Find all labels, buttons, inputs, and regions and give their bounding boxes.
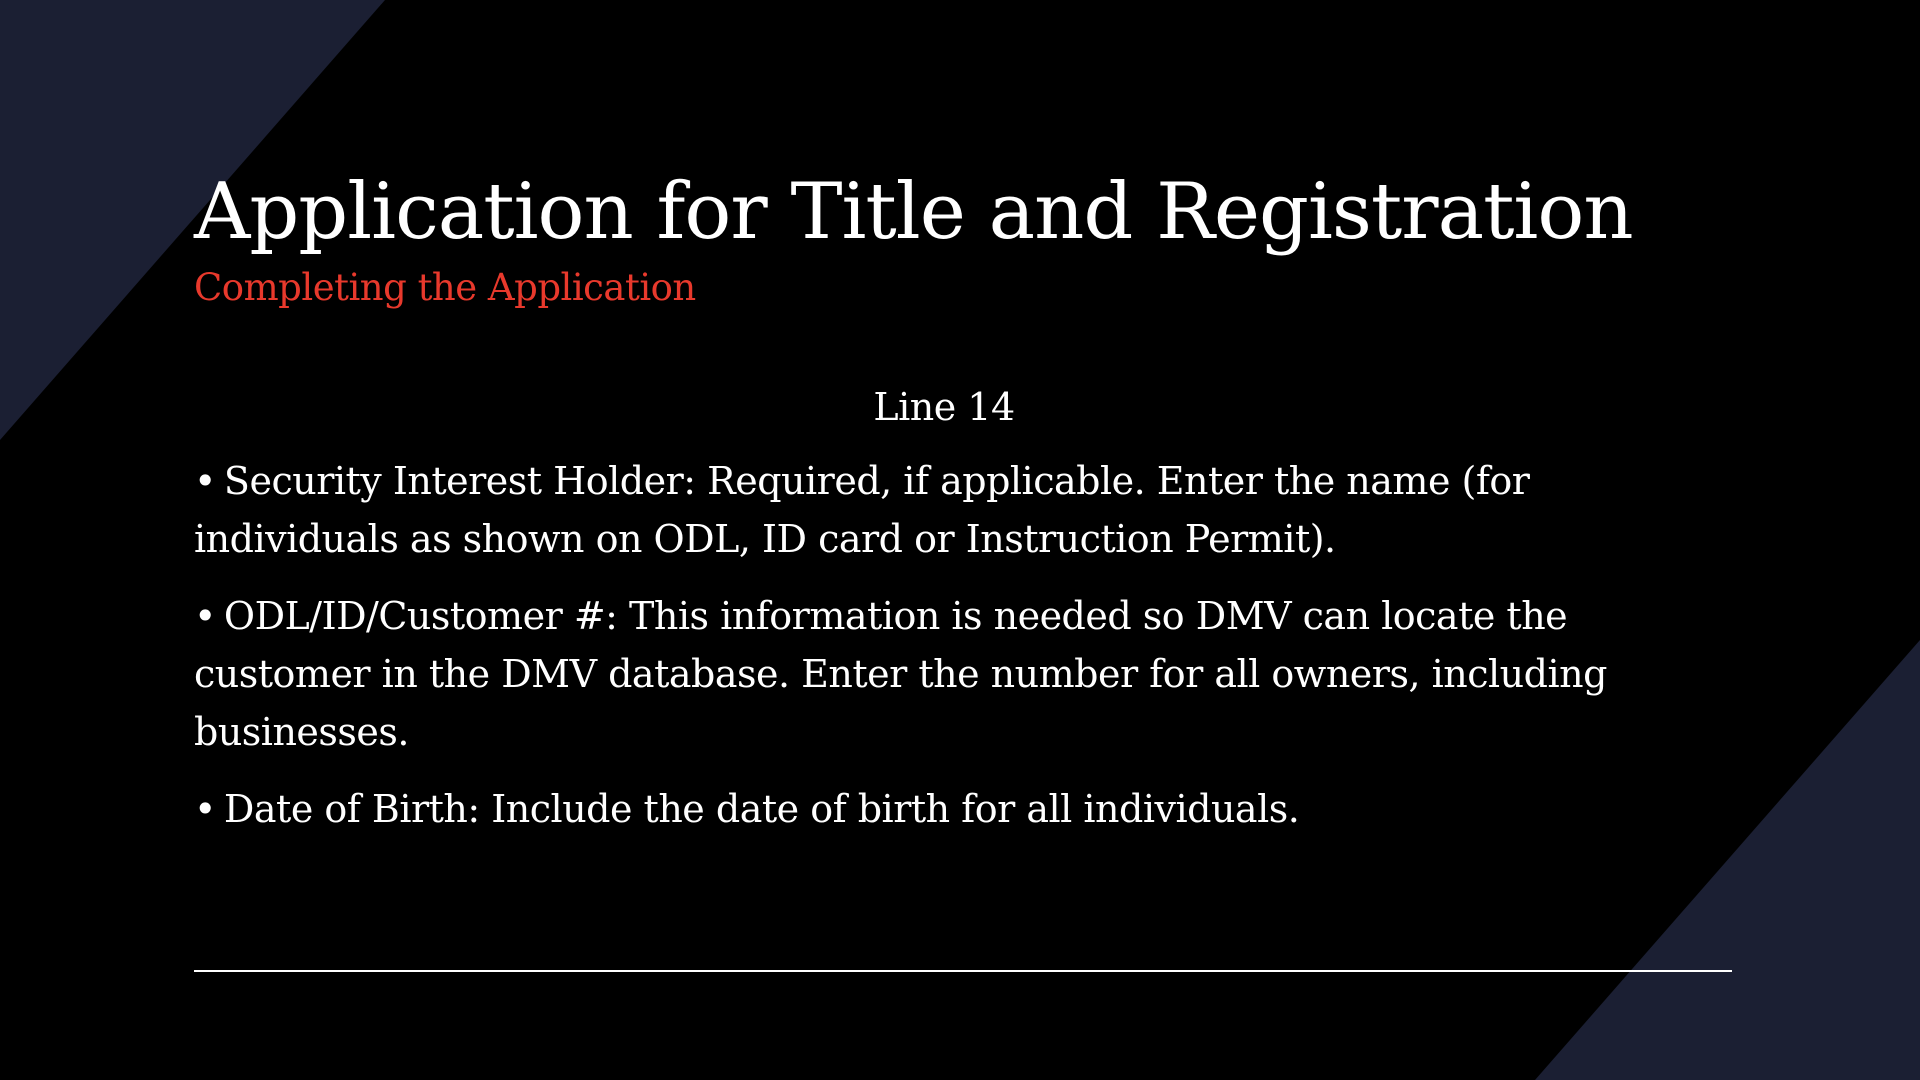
bullet-marker: •	[194, 459, 216, 503]
bullet-text: ODL/ID/Customer #: This information is needed so DMV can locate the customer in the DMV database. Enter the number for all owners, including businesses.	[194, 594, 1607, 754]
section-heading: Line 14	[873, 385, 1015, 429]
slide-body	[194, 378, 1694, 857]
slide-subtitle: Completing the Application	[194, 266, 696, 309]
slide-title: Application for Title and Registration	[194, 167, 1633, 257]
footer-divider	[194, 970, 1732, 972]
list-item	[194, 452, 1694, 568]
list-item	[194, 587, 1694, 761]
bullet-marker: •	[194, 787, 216, 831]
bullet-text: Date of Birth: Include the date of birth for all individuals.	[223, 787, 1300, 831]
bullet-marker: •	[194, 594, 216, 638]
bullet-text: Security Interest Holder: Required, if applicable. Enter the name (for individuals as shown on ODL, ID card or Instruction Permit).	[194, 459, 1530, 561]
bullet-list	[194, 452, 1694, 838]
list-item	[194, 780, 1694, 838]
